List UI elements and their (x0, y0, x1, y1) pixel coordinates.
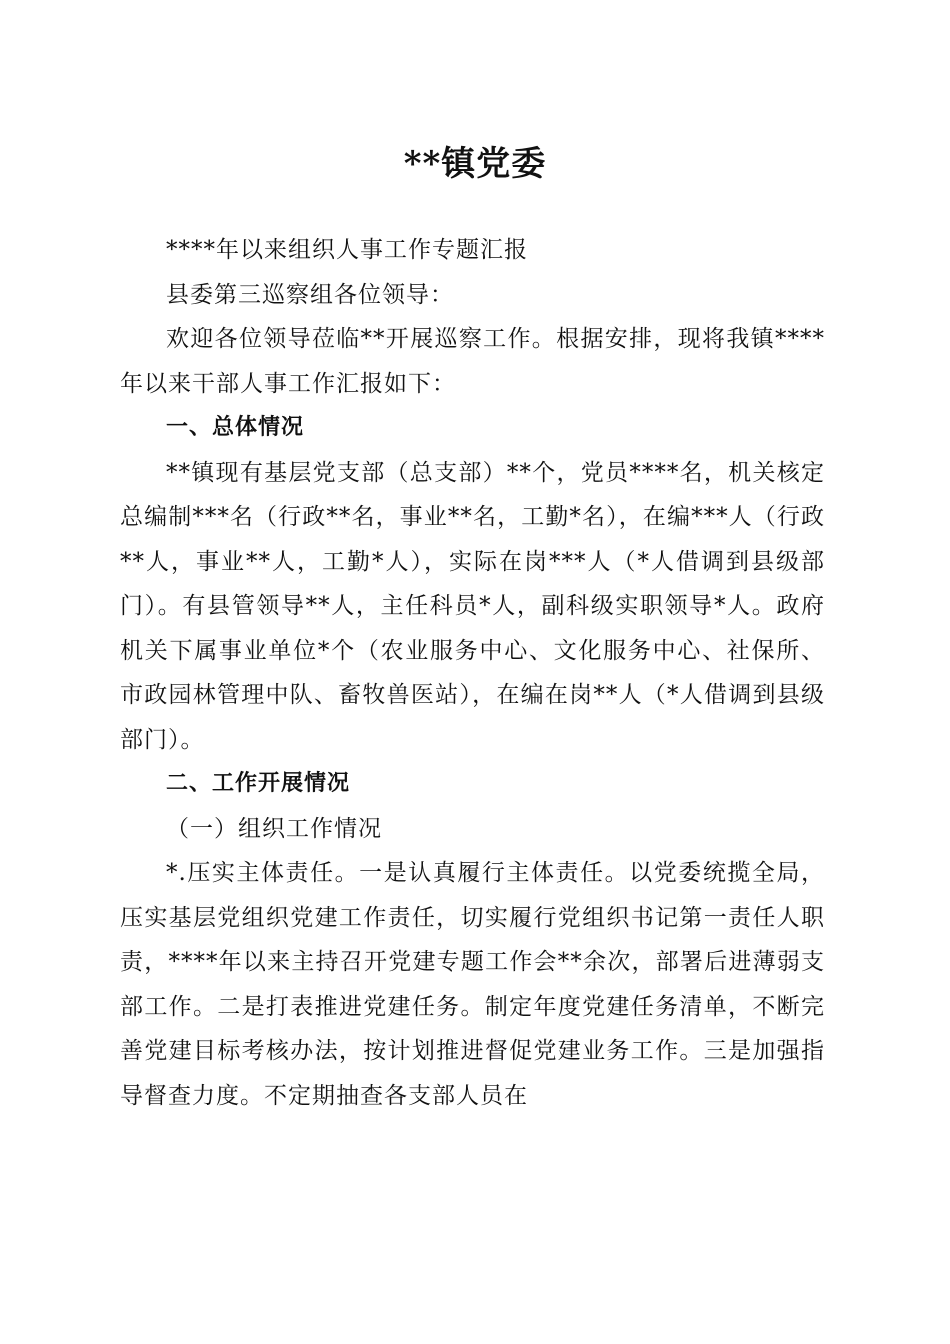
section-heading-overview: 一、总体情况 (166, 415, 305, 440)
salutation-line: 县委第三巡察组各位领导： (166, 281, 454, 308)
section-heading-work: 二、工作开展情况 (166, 771, 351, 796)
report-subject-line: ****年以来组织人事工作专题汇报 (166, 237, 528, 263)
document-body (120, 228, 825, 1118)
subsection-heading-organization: （一）组织工作情况 (166, 815, 382, 842)
responsibility-paragraph: *.压实主体责任。一是认真履行主体责任。以党委统揽全局，压实基层党组织党建工作责任，切实履行党组织书记第一责任人职责，****年以来主持召开党建专题工作会**余次，部署后进薄弱支部工作。二是打表推进党建任务。制定年度党建任务清单，不断完善党建目标考核办法，按计划推进督促党建业务工作。三是加强指导督查力度。不定期抽查各支部人员在 (120, 860, 825, 1109)
document-title: **镇党委 (403, 144, 547, 184)
overview-paragraph: **镇现有基层党支部（总支部）**个，党员****名，机关核定总编制***名（行政**名，事业**名，工勤*名），在编***人（行政**人，事业**人，工勤*人），实际在岗***人（*人借调到县级部门）。有县管领导**人，主任科员*人，副科级实职领导*人。政府机关下属事业单位*个（农业服务中心、文化服务中心、社保所、市政园林管理中队、畜牧兽医站），在编在岗**人（*人借调到县级部门）。 (120, 459, 825, 753)
intro-paragraph: 欢迎各位领导莅临**开展巡察工作。根据安排，现将我镇****年以来干部人事工作汇报如下： (120, 326, 825, 397)
